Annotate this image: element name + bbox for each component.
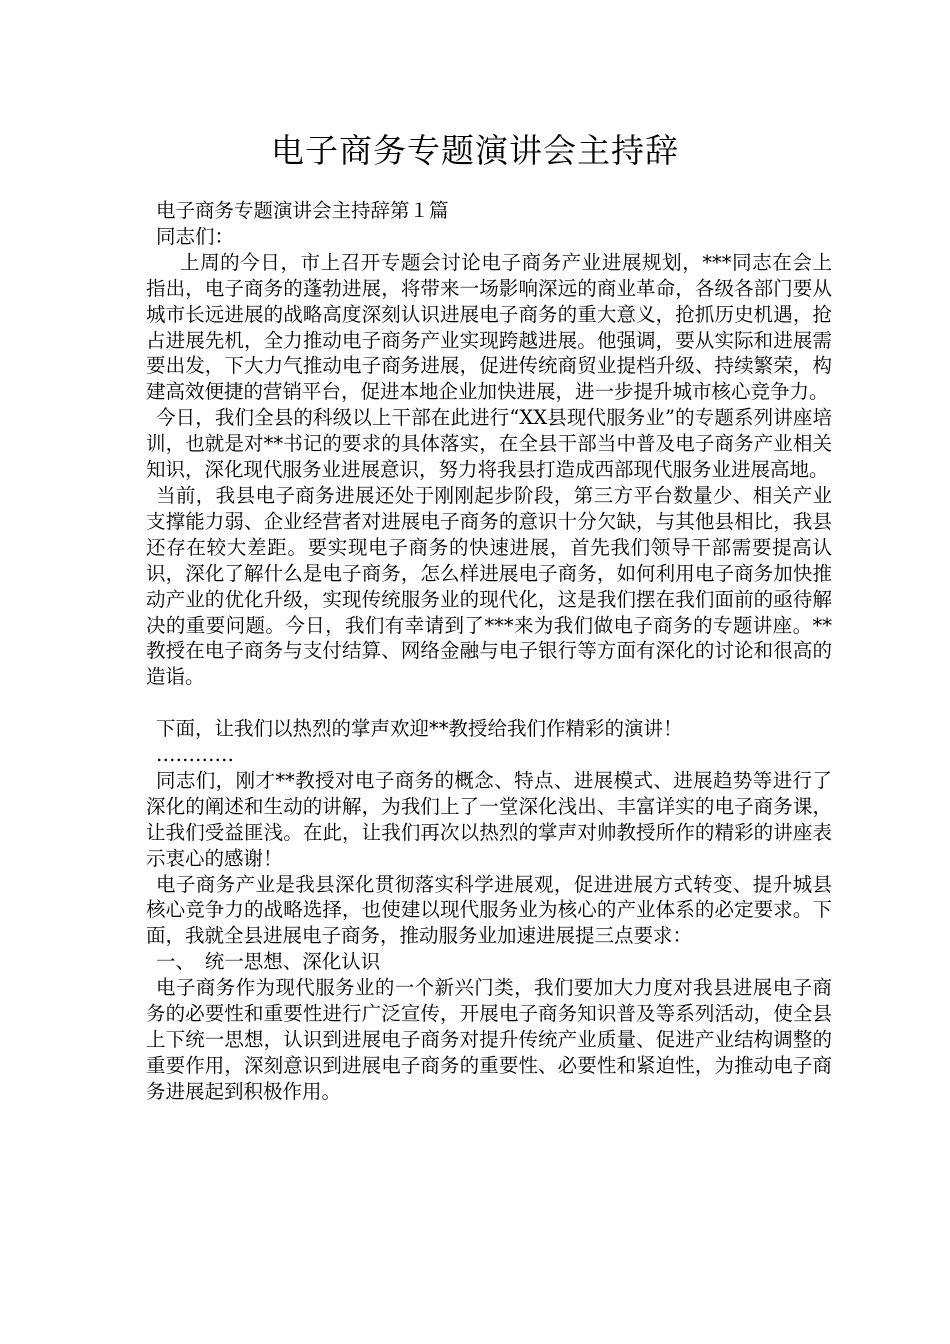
paragraph: 上周的今日，市上召开专题会讨论电子商务产业进展规划，***同志在会上指出，电子商务的蓬勃进展，将带来一场影响深远的商业革命，各级各部门要从城市长远进展的战略高度深刻认识进展电子商务的重大意义，抢抓历史机遇，抢占进展先机，全力推动电子商务产业实现跨越进展。他强调，要从实际和进展需要出发，下大力气推动电子商务进展，促进传统商贸业提档升级、持续繁荣，构建高效便捷的营销平台，促进本地企业加快进展，进一步提升城市核心竞争力。: [146, 250, 832, 404]
paragraph: 今日，我们全县的科级以上干部在此进行“XX县现代服务业”的专题系列讲座培训，也就是对**书记的要求的具体落实，在全县干部当中普及电子商务产业相关知识，深化现代服务业进展意识，努力将我县打造成西部现代服务业进展高地。: [146, 406, 832, 482]
paragraph: 电子商务产业是我县深化贯彻落实科学进展观，促进进展方式转变、提升城县核心竞争力的战略选择，也使建以现代服务业为核心的产业体系的必定要求。下面，我就全县进展电子商务，推动服务业加速进展提三点要求：: [146, 872, 832, 948]
ellipsis-line: …………: [156, 743, 234, 767]
salutation: 同志们：: [156, 224, 235, 248]
blank-line: [146, 690, 832, 716]
document-body: [146, 198, 832, 1105]
paragraph: 电子商务作为现代服务业的一个新兴门类，我们要加大力度对我县进展电子商务的必要性和重要性进行广泛宣传，开展电子商务知识普及等系列活动，使全县上下统一思想，认识到进展电子商务对提升传统产业质量、促进产业结构调整的重要作用，深刻意识到进展电子商务的重要性、必要性和紧迫性，为推动电子商务进展起到积极作用。: [146, 976, 832, 1103]
paragraph: 当前，我县电子商务进展还处于刚刚起步阶段，第三方平台数量少、相关产业支撑能力弱、企业经营者对进展电子商务的意识十分欠缺，与其他县相比，我县还存在较大差距。要实现电子商务的快速进展，首先我们领导干部需要提高认识，深化了解什么是电子商务，怎么样进展电子商务，如何利用电子商务加快推动产业的优化升级，实现传统服务业的现代化，这是我们摆在我们面前的亟待解决的重要问题。今日，我们有幸请到了***来为我们做电子商务的专题讲座。**教授在电子商务与支付结算、网络金融与电子银行等方面有深化的讨论和很高的造诣。: [146, 483, 832, 689]
subsection-heading: 一、 统一思想、深化认识: [156, 950, 381, 974]
paragraph: 下面，让我们以热烈的掌声欢迎**教授给我们作精彩的演讲！: [156, 717, 683, 741]
paragraph: 同志们，刚才**教授对电子商务的概念、特点、进展模式、进展趋势等进行了深化的阐述和生动的讲解，为我们上了一堂深化浅出、丰富详实的电子商务课，让我们受益匪浅。在此，让我们再次以热烈的掌声对帅教授所作的精彩的讲座表示衷心的感谢！: [146, 768, 832, 870]
document-title: 电子商务专题演讲会主持辞: [271, 131, 679, 170]
section-heading: 电子商务专题演讲会主持辞第１篇: [156, 199, 449, 222]
